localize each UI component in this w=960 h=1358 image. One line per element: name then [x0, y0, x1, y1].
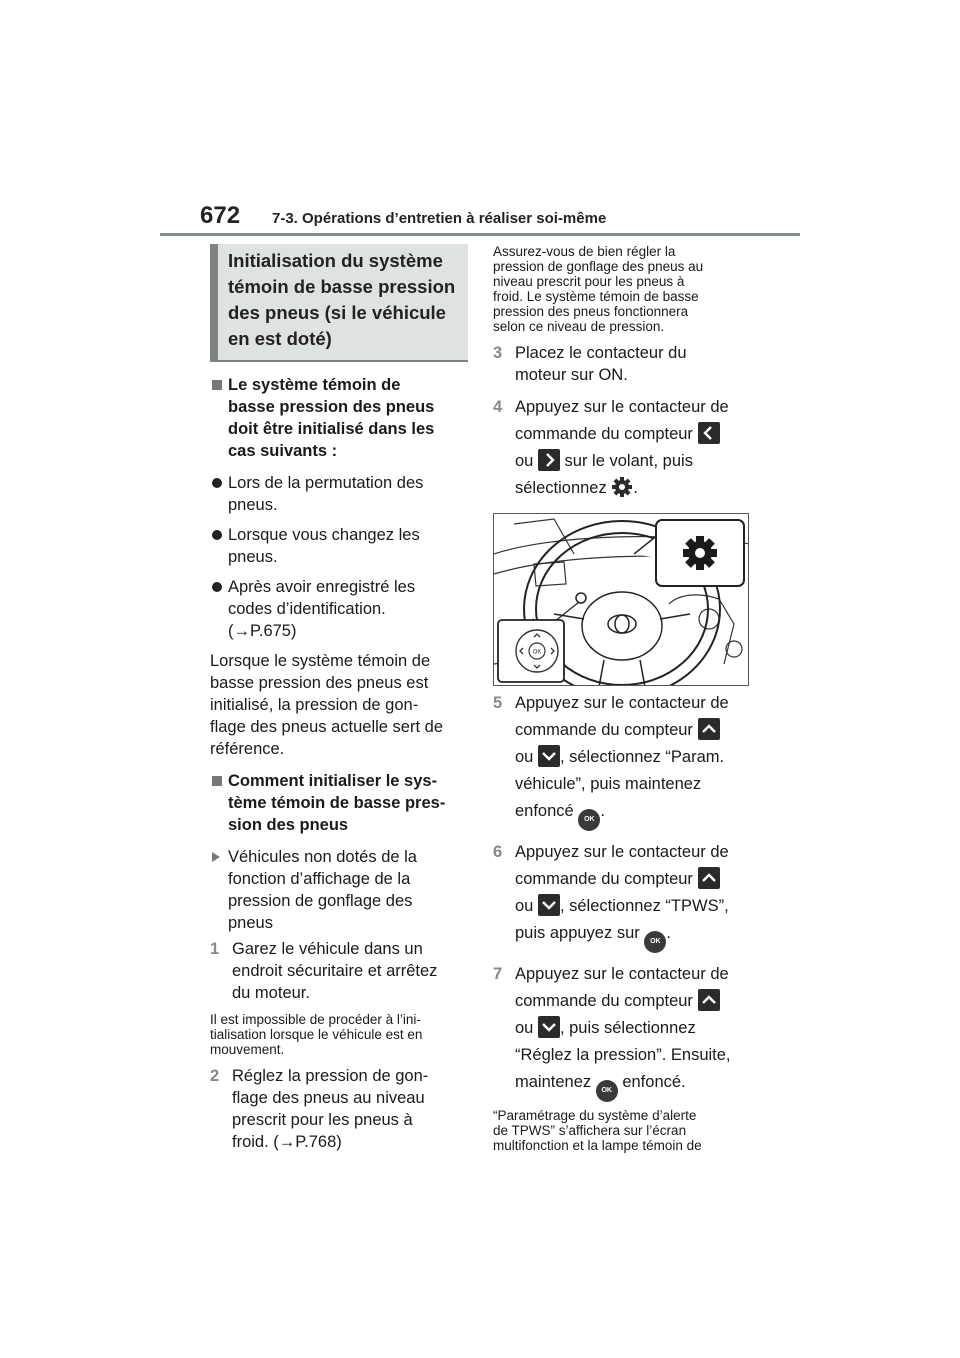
- step-number: 7: [493, 965, 503, 983]
- chevron-down-icon: [538, 745, 560, 767]
- chapter-title: 7-3. Opérations d’entretien à réaliser soi-même: [272, 210, 607, 227]
- heading-cases: Le système témoin de basse pression des pneus doit être initialisé dans les cas suivants :: [210, 374, 468, 462]
- heading-how-to: Comment initialiser le sys- tème témoin de basse pres- sion des pneus: [210, 770, 468, 836]
- note-tpws: “Paramétrage du système d’alerte de TPWS” s’affichera sur l’écran multifonction et la lampe témoin de: [493, 1108, 702, 1153]
- bullet-dot-icon: [212, 582, 222, 592]
- step-7: 7 Appuyez sur le contacteur de commande du compteur ou , puis sélectionnez “Réglez la pression”. Ensuite, maintenez OK enfoncé.: [493, 961, 749, 1102]
- left-column: [210, 244, 468, 1153]
- bullet-dot-icon: [212, 478, 222, 488]
- chevron-down-icon: [538, 1016, 560, 1038]
- section-title-box: [210, 244, 468, 362]
- chevron-up-icon: [698, 867, 720, 889]
- note-in-motion: Il est impossible de procéder à l’ini- tialisation lorsque le véhicule est en mouvement.: [210, 1012, 423, 1057]
- chevron-up-icon: [698, 989, 720, 1011]
- step-number: 3: [493, 344, 503, 362]
- chevron-down-icon: [538, 894, 560, 916]
- ok-label: OK: [532, 649, 542, 656]
- page-reference-link[interactable]: (→P.675): [228, 622, 297, 640]
- sub-heading-vehicles: Véhicules non dotés de la fonction d’affichage de la pression de gonflage des pneus: [210, 846, 468, 934]
- page-reference-link[interactable]: froid. (→P.768): [232, 1133, 342, 1151]
- step-1: 1 Garez le véhicule dans un endroit sécuritaire et arrêtez du moteur.: [210, 940, 438, 1002]
- triangle-bullet-icon: [212, 852, 220, 862]
- page-header: [160, 202, 800, 236]
- note-pressure: Assurez-vous de bien régler la pression de gonflage des pneus au niveau prescrit pour les pneus à froid. Le système témoin de basse pression des pneus fonctionnera selon ce niveau de pression.: [493, 244, 704, 334]
- right-column-lower: [493, 690, 749, 1153]
- step-number: 2: [210, 1067, 220, 1085]
- square-bullet-icon: [212, 380, 222, 390]
- chevron-left-icon: [698, 422, 720, 444]
- step-4: 4 Appuyez sur le contacteur de commande du compteur ou sur le volant, puis sélectionnez .: [493, 394, 749, 502]
- section-title: Initialisation du système témoin de basse pression des pneus (si le véhicule en est doté): [228, 250, 456, 349]
- step-number: 1: [210, 940, 220, 958]
- steering-wheel-drawing: [494, 514, 749, 686]
- ok-button-icon: OK: [644, 931, 666, 953]
- list-item: Lorsque vous changez les pneus.: [210, 524, 468, 568]
- step-6: 6 Appuyez sur le contacteur de commande du compteur ou , sélectionnez “TPWS”, puis appuyez sur OK .: [493, 839, 749, 953]
- chevron-up-icon: [698, 718, 720, 740]
- right-column: [493, 244, 749, 502]
- step-number: 5: [493, 694, 503, 712]
- bullet-dot-icon: [212, 530, 222, 540]
- ok-button-icon: OK: [578, 809, 600, 831]
- list-item: Lors de la permutation des pneus.: [210, 472, 468, 516]
- step-2: 2 Réglez la pression de gon- flage des pneus au niveau prescrit pour les pneus à froid. (→P.768): [210, 1065, 468, 1153]
- paragraph-reference: Lorsque le système témoin de basse pression des pneus est initialisé, la pression de gon- flage des pneus actuelle sert de référence.: [210, 652, 443, 758]
- ok-button-icon: OK: [596, 1080, 618, 1102]
- page-number: 672: [200, 202, 241, 229]
- step-number: 6: [493, 843, 503, 861]
- steering-wheel-illustration: [493, 513, 749, 686]
- header-rule: [160, 233, 800, 236]
- gear-icon: [611, 476, 633, 498]
- step-5: 5 Appuyez sur le contacteur de commande du compteur ou , sélectionnez “Param. véhicule”, puis maintenez enfoncé OK .: [493, 690, 749, 831]
- step-number: 4: [493, 398, 503, 416]
- step-3: 3 Placez le contacteur du moteur sur ON.: [493, 344, 687, 384]
- chevron-right-icon: [538, 449, 560, 471]
- square-bullet-icon: [212, 776, 222, 786]
- list-item: Après avoir enregistré les codes d’identification. (→P.675): [210, 576, 468, 642]
